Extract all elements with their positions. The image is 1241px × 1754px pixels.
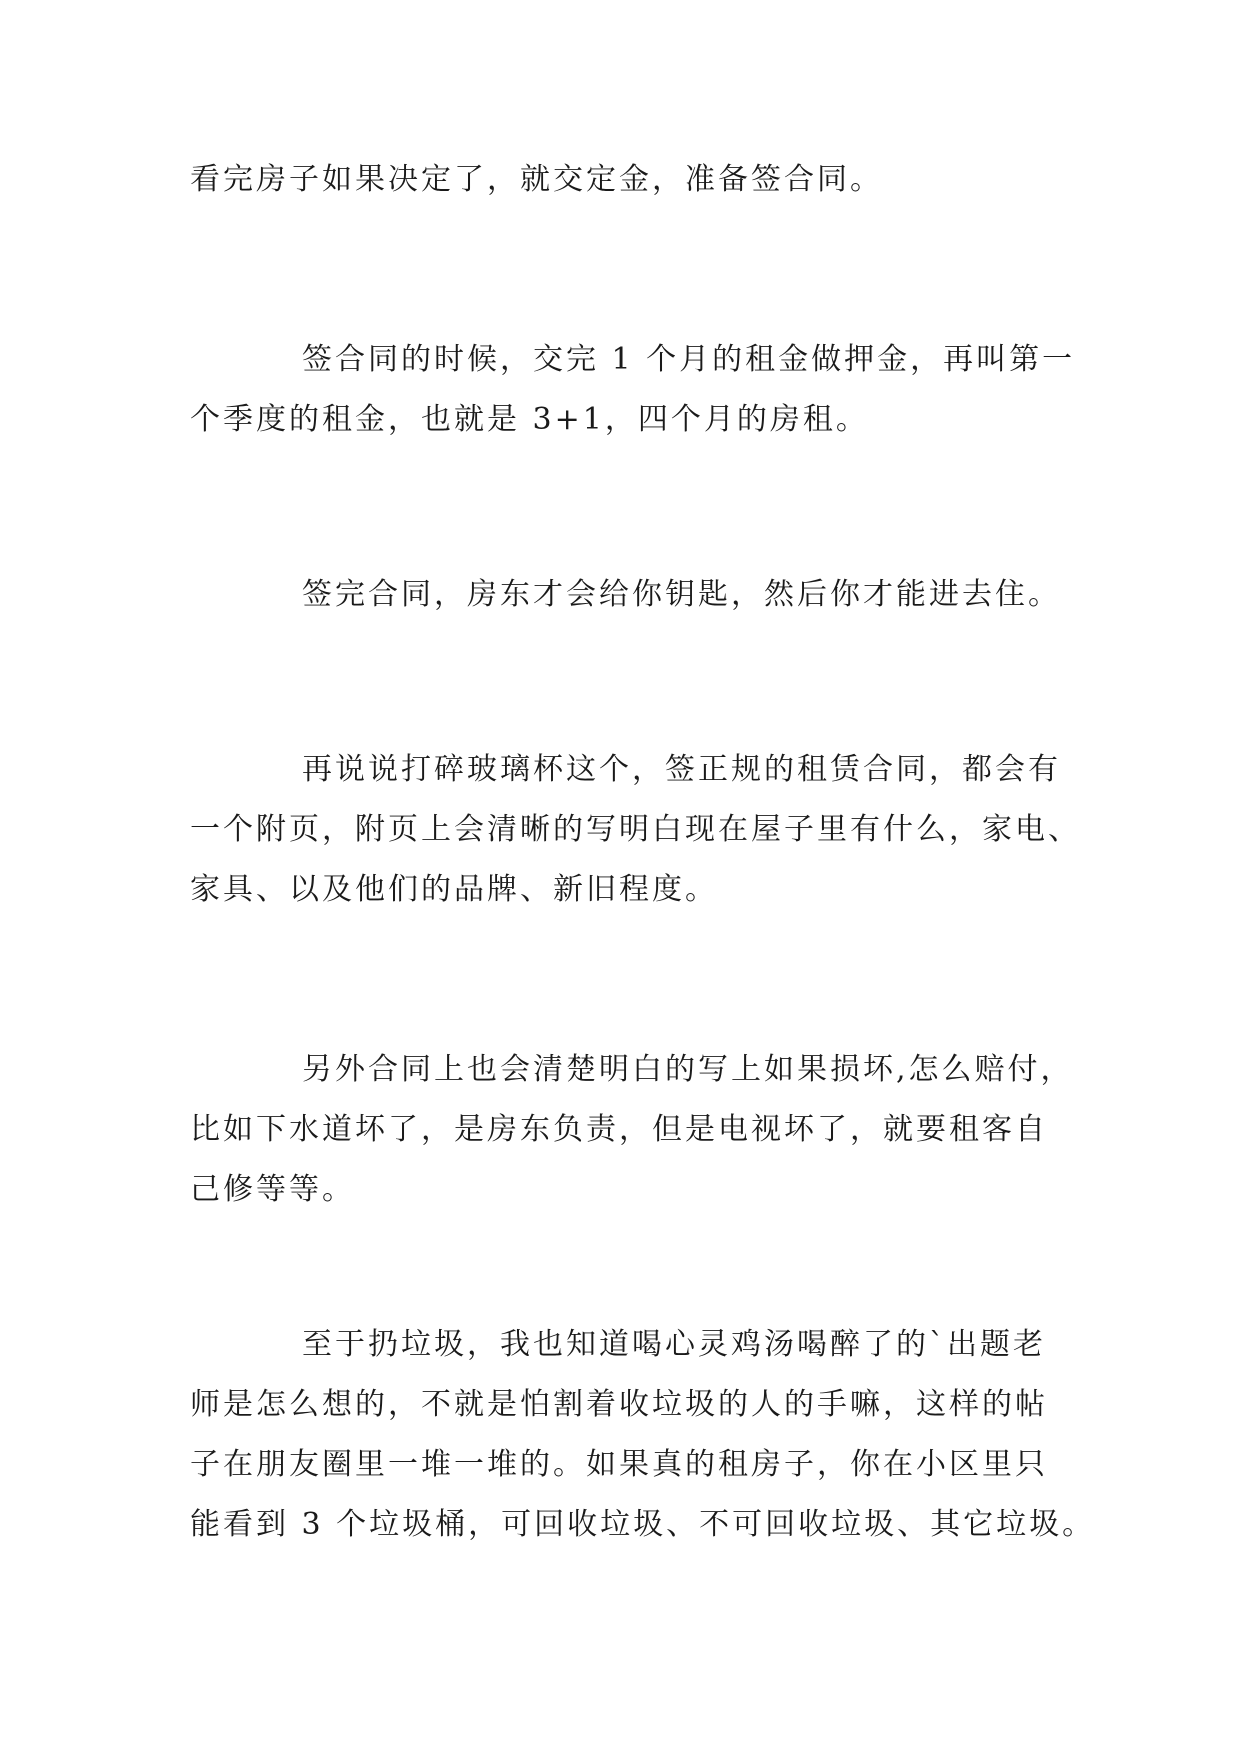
text-line: 能看到 3 个垃圾桶，可回收垃圾、不可回收垃圾、其它垃圾。: [190, 1507, 1096, 1542]
text-line: 另外合同上也会清楚明白的写上如果损坏,怎么赔付，: [302, 1052, 1074, 1087]
text-line: 至于扔垃圾，我也知道喝心灵鸡汤喝醉了的`出题老: [302, 1327, 1046, 1362]
paragraph-1: [190, 150, 1070, 210]
paragraph-2: [190, 330, 1076, 450]
text-line: 一个附页，附页上会清晰的写明白现在屋子里有什么，家电、: [190, 812, 1081, 847]
paragraph-4: [190, 740, 1081, 920]
paragraph-3: [190, 565, 1070, 625]
paragraph-6: [190, 1315, 1096, 1555]
text-line: 师是怎么想的，不就是怕割着收垃圾的人的手嘛，这样的帖: [190, 1387, 1048, 1422]
text-line: 家具、以及他们的品牌、新旧程度。: [190, 872, 718, 907]
text-line: 再说说打碎玻璃杯这个，签正规的租赁合同，都会有: [302, 752, 1061, 787]
text-line: 个季度的租金，也就是 3+1，四个月的房租。: [190, 402, 869, 437]
text-line: 比如下水道坏了，是房东负责，但是电视坏了，就要租客自: [190, 1112, 1048, 1147]
text-line: 子在朋友圈里一堆一堆的。如果真的租房子，你在小区里只: [190, 1447, 1048, 1482]
text-line: 己修等等。: [190, 1172, 355, 1207]
text-line: 签完合同，房东才会给你钥匙，然后你才能进去住。: [302, 577, 1061, 612]
text-line: 签合同的时候，交完 1 个月的租金做押金，再叫第一: [302, 342, 1076, 377]
text-line: 看完房子如果决定了，就交定金，准备签合同。: [190, 162, 883, 197]
paragraph-5: [190, 1040, 1074, 1220]
